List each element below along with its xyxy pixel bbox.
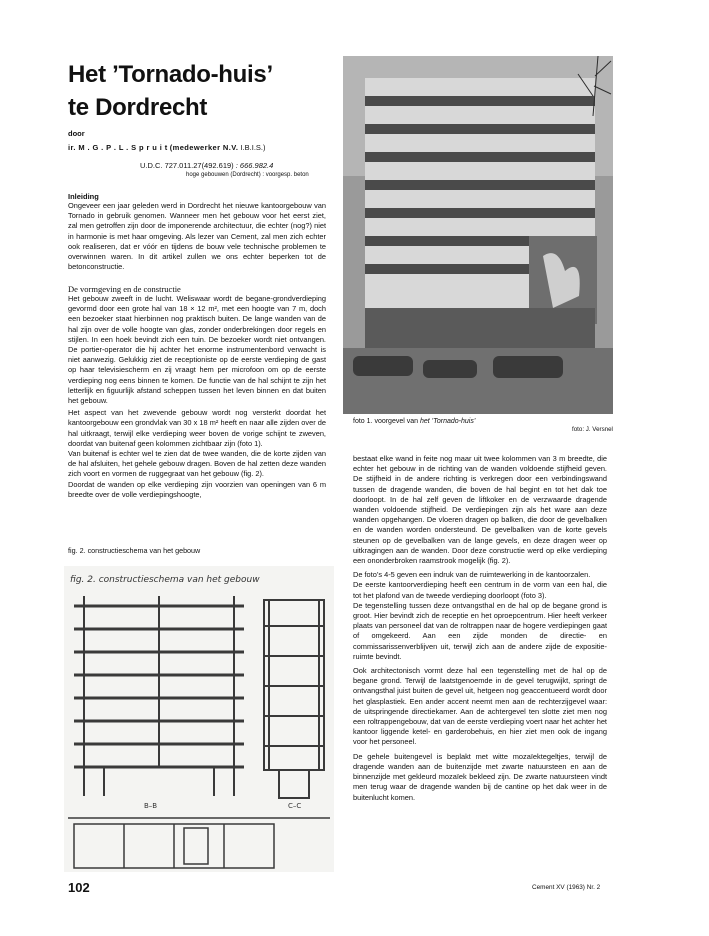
vormgeving-paragraph-1: Het gebouw zweeft in de lucht. Weliswaar wordt de begane-grondverdieping gevormd door een grote hal van 18 × 12 m², met een hoogte van 7 m, doch een bezoeker staat hierbinnen nog praktisch buiten. De lange wanden van de hal zijn over de volle hoogte van glas, zonder onderbrekingen door regels en stijlen. In een hoek bevindt zich een tuin. De bezoeker wordt niet ontvangen. De portier-operator die hij achter het enorme instrumentenbord verwacht is niet aanwezig. Gelukkig ziet de receptioniste op de eerste verdieping de gast op haar televisiescherm en zij vraagt hem per microfoon om op de eerste verdieping nog eens binnen te komen. De functie van de hal schijnt te zijn het letterlijk en figuurlijk afstand scheppen tussen het leven binnen en dat buiten het gebouw. xyxy=(68,294,326,406)
author-firm: I.B.I.S.) xyxy=(240,143,266,152)
author-company: (medewerker N.V. xyxy=(169,143,239,152)
photo-credit: foto: J. Versnel xyxy=(572,426,613,433)
udc-code xyxy=(140,161,273,170)
right-paragraph-1: bestaat elke wand in feite nog maar uit twee kolommen van 3 m breedte, die echter het gebouw in de richting van de wanden voldoende stijfheid geven. De stijfheid in de andere richting is verkregen door een verbindingswand tussen de dragende wanden, die boven de hal begint en tot het dak toe doorloopt. In de hal zelf geven de liftkoker en de verzwaarde dragende wanden voldoende stijfheid. De verdiepingen zijn als het ware aan deze wanden opgehangen. De vloeren dragen op balken, die door de gevelbalken en de wanden worden ondersteund. De gevelbalken van de korte gevels steunen op de gevelbalken van de lange gevels, en deze dragen weer op uitkragingen aan de wanden. Door deze constructie werd op elke verdieping een ononderbroken raamstrook mogelijk (fig. 2). xyxy=(353,454,607,566)
vormgeving-paragraph-4: Doordat de wanden op elke verdieping zijn voorzien van openingen van 6 m breedte over de volle verdiepingshoogte, xyxy=(68,479,326,499)
structural-scheme-svg xyxy=(64,566,334,872)
section-inleiding xyxy=(68,192,326,272)
photo-caption xyxy=(353,418,475,425)
page-number: 102 xyxy=(68,880,90,895)
right-paragraph-3: De eerste kantoorverdieping heeft een centrum in de vorm van een hal, die tot het plafond van de tweede verdieping doorloopt (foto 3). xyxy=(353,580,607,600)
udc-italic: : 666.982.4 xyxy=(235,161,274,170)
vormgeving-paragraph-2: Het aspect van het zwevende gebouw wordt nog versterkt doordat het kantoorgebouw een grondvlak van 30 x 18 m² heeft en naar alle zijden over de hal uitkraagt, terwijl elke verdieping weer boven de vorige schijnt te zweven, doordat van buitenaf geen kolommen zichtbaar zijn (foto 1). xyxy=(68,408,326,448)
caption-prefix: foto xyxy=(353,418,365,425)
article-title xyxy=(68,58,338,124)
caption-text: voorgevel van xyxy=(374,418,419,425)
subject-tags: hoge gebouwen (Dordrecht) : voorgesp. beton xyxy=(186,172,309,178)
inleiding-heading: Inleiding xyxy=(68,192,99,201)
right-column xyxy=(353,454,607,803)
journal-source: Cement XV (1963) Nr. 2 xyxy=(532,884,601,891)
building-photo xyxy=(343,56,613,414)
caption-italic: het ’Tornado-huis’ xyxy=(419,418,476,425)
right-paragraph-6: De gehele buitengevel is beplakt met witte mozaïektegeltjes, terwijl de dragende wanden aan de buitenzijde met zwarte natuursteen en aan de binnenzijde met gekleurd mozaïek bekleed zijn. De zwarte natuursteen vindt men terug waar de dragende wanden bij de cantine op het dak weer in de buitenlucht komen. xyxy=(353,751,607,802)
drawing-title: fig. 2. constructieschema van het gebouw xyxy=(70,575,260,585)
title-line-1: Het ’Tornado-huis’ xyxy=(68,61,273,88)
author-name: ir. M . G . P . L . S p r u i t xyxy=(68,143,168,152)
right-paragraph-4: De tegenstelling tussen deze ontvangsthal en de hal op de begane grond is groot. Hier bevindt zich de receptie en het oproepcentrum. Hier heeft verkeer plaats van personeel dat van de roltrappen naar de hogere verdiepingen gaat of omgekeerd. Aan een zijde monden de directie- en commissarissenverblijven uit, terwijl zich aan de andere zijde de expositie-ruimte bevindt. xyxy=(353,600,607,661)
author-line xyxy=(68,143,266,152)
title-line-2: te Dordrecht xyxy=(68,94,208,121)
photo-illustration xyxy=(343,56,613,414)
caption-number: 1. xyxy=(366,418,373,425)
vormgeving-paragraph-3: Van buitenaf is echter wel te zien dat de twee wanden, die de korte zijden van de hal afsluiten, het gehele gebouw dragen. Boven de hal zetten deze wanden zich voort en vormen de ruggegraat van het gebouw (fig. 2). xyxy=(68,449,326,479)
label-bb: B–B xyxy=(144,802,158,810)
figure-2-caption: fig. 2. constructieschema van het gebouw xyxy=(68,546,201,555)
figure-2-drawing xyxy=(64,566,334,872)
udc-number: U.D.C. 727.011.27(492.619) xyxy=(140,161,234,170)
vormgeving-heading: De vormgeving en de constructie xyxy=(68,284,181,294)
inleiding-text: Ongeveer een jaar geleden werd in Dordrecht het nieuwe kantoorgebouw van Tornado in gebruik genomen. Wanneer men het gebouw voor het eerst ziet, zal men getroffen zijn door de imponerende architectuur, die echter (nog?) niet in harmonie is met haar omgeving. Als lezer van Cement, zal men zich echter ook realiseren, dat er vóór en tijdens de bouw vele technische problemen te overwinnen waren. In dit artikel zullen we ons echter beperken tot de betonconstructie. xyxy=(68,201,326,272)
byline-door: door xyxy=(68,129,85,138)
label-cc: C–C xyxy=(288,802,302,810)
right-paragraph-2: De foto’s 4-5 geven een indruk van de ruimtewerking in de kantoorzalen. xyxy=(353,570,591,580)
section-vormgeving xyxy=(68,284,326,500)
right-paragraph-5: Ook architectonisch vormt deze hal een tegenstelling met de hal op de begane grond. Terwijl de laatstgenoemde in de gevel terugwijkt, springt de ontvangsthal juist buiten de gevel uit, hetgeen nog geaccentueerd wordt door het glasplastiek. Een ander accent neemt men aan de rechterzijgevel waar: de uitspringende directiekamer. Aan de achtergevel ten slotte ziet men nog een roltrappengebouw, dat van de eerste verdieping voert naar het achter het kantoor liggende ketel- en garderobehuis, en hier ziet men ook de ingang voor het personeel. xyxy=(353,666,607,747)
